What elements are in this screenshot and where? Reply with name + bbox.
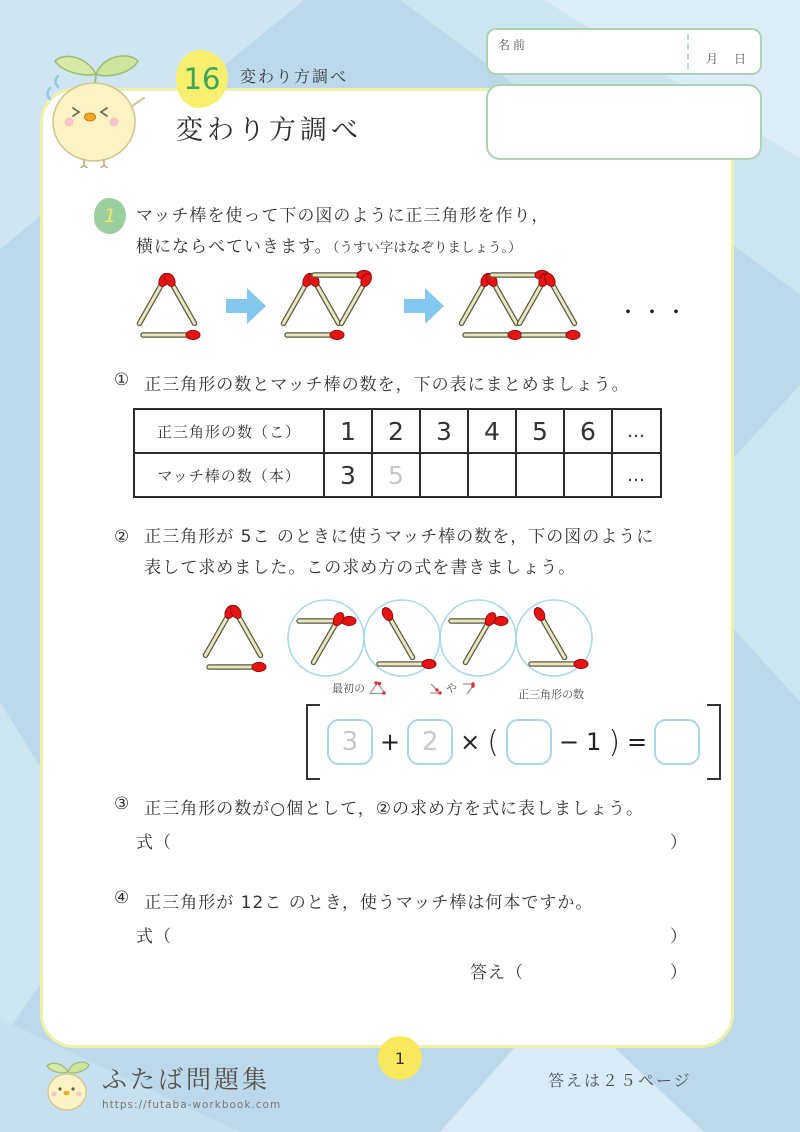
page-number-badge: 1 — [378, 1036, 422, 1080]
group-circle-4 — [516, 600, 592, 676]
table-cell-blank — [420, 453, 468, 497]
question-4-label: ④ — [114, 888, 131, 908]
score-box — [486, 84, 762, 160]
unit-label: 変わり方調べ — [240, 67, 349, 86]
table-cell-blank — [564, 453, 612, 497]
formula-box-blank — [654, 719, 700, 765]
formula-box-trace: 2 — [407, 719, 453, 765]
close-paren: ) — [608, 724, 621, 760]
problem1-line2: 横にならべていきます。（うすい字はなぞりましょう。） — [136, 237, 522, 257]
expression-close: ） — [670, 927, 688, 947]
match-pair-icon — [460, 681, 476, 696]
formula-label-units: や — [428, 680, 476, 696]
match-pair-icon — [428, 681, 443, 696]
table-cell: 2 — [372, 409, 420, 453]
table-cell-trace: 5 — [372, 453, 420, 497]
question-1-label: ① — [114, 370, 131, 390]
question-1-text: 正三角形の数とマッチ棒の数を，下の表にまとめましょう。 — [144, 375, 630, 395]
brand-text — [102, 1060, 281, 1111]
formula-box-blank — [506, 719, 552, 765]
name-date-box — [486, 28, 762, 75]
brand-url: https://futaba-workbook.com — [102, 1098, 282, 1111]
name-label: 名前 — [498, 38, 529, 52]
arrow-icon — [404, 288, 444, 324]
page-title: 変わり方調べ — [176, 115, 362, 146]
month-label: 月 — [706, 52, 719, 66]
brand-logo — [42, 1058, 281, 1112]
table-row — [134, 409, 661, 453]
table-cell: 3 — [420, 409, 468, 453]
open-paren: ( — [487, 724, 499, 760]
values-table — [133, 408, 662, 498]
answer-page-note: 答えは２５ページ — [548, 1071, 692, 1090]
expression-close: ） — [670, 833, 688, 853]
problem-number-badge: 1 — [94, 198, 126, 234]
question-4-answer-line — [470, 958, 688, 983]
row1-header: 正三角形の数（こ） — [134, 409, 324, 453]
formula-row — [306, 704, 721, 780]
table-cell-ellipsis: … — [612, 453, 661, 497]
table-cell-blank — [516, 453, 564, 497]
table-cell: 1 — [324, 409, 372, 453]
sequence-ellipsis: ・・・ — [618, 300, 690, 324]
expression-open: 式（ — [136, 927, 172, 947]
table-cell: 4 — [468, 409, 516, 453]
question-4-text: 正三角形が 12こ のとき，使うマッチ棒は何本ですか。 — [144, 893, 594, 913]
chick-logo-icon — [42, 1058, 94, 1112]
brand-name: ふたば問題集 — [102, 1064, 271, 1094]
plus-sign: + — [380, 728, 401, 756]
row2-header: マッチ棒の数（本） — [134, 453, 324, 497]
table-cell: 3 — [324, 453, 372, 497]
figure-2-triangles — [279, 270, 373, 339]
arrow-icon — [226, 288, 266, 324]
formula-box-trace: 3 — [327, 719, 373, 765]
left-bracket — [306, 704, 320, 780]
question-4-expression-line — [136, 922, 688, 947]
question-2-label: ② — [114, 527, 131, 547]
digit-one: 1 — [586, 728, 602, 756]
unit-number-badge: 16 — [176, 50, 228, 108]
chick-mascot-icon — [44, 50, 149, 172]
question-3 — [114, 794, 644, 819]
grouped-matchsticks-figure — [198, 592, 613, 688]
question-2-text: 正三角形が 5こ のときに使うマッチ棒の数を，下の図のように 表して求めました。この求め方の式を書きましょう。 — [144, 527, 655, 578]
table-cell-blank — [468, 453, 516, 497]
question-4 — [114, 888, 593, 913]
day-label: 日 — [733, 52, 746, 66]
formula-label-count: 正三角形の数 — [518, 688, 584, 701]
question-3-label: ③ — [114, 794, 131, 814]
minus-sign: − — [558, 728, 580, 756]
table-cell-ellipsis: … — [612, 409, 661, 453]
table-cell: 6 — [564, 409, 612, 453]
table-cell: 5 — [516, 409, 564, 453]
group-circle-3 — [440, 600, 516, 676]
formula-label-first: 最初の — [332, 680, 387, 696]
figure-1-triangle — [135, 272, 200, 340]
answer-close: ） — [670, 963, 688, 983]
figure-3-triangles — [457, 270, 580, 339]
problem1-line1: マッチ棒を使って下の図のように正三角形を作り， — [136, 206, 550, 226]
times-sign: × — [460, 728, 481, 756]
expression-open: 式（ — [136, 833, 172, 853]
group-circle-1 — [288, 600, 364, 676]
triangle-icon — [368, 680, 387, 696]
question-3-text: 正三角形の数が○個として，②の求め方を式に表しましょう。 — [144, 799, 644, 819]
problem1-note: （うすい字はなぞりましょう。） — [332, 240, 522, 256]
question-2 — [114, 522, 654, 584]
problem1-text — [136, 201, 549, 264]
matchstick-sequence-figure — [130, 266, 600, 355]
name-date-divider — [687, 34, 689, 69]
table-row — [134, 453, 661, 497]
answer-open: 答え（ — [470, 963, 524, 983]
equals-sign: = — [627, 728, 648, 756]
base-triangle — [201, 604, 266, 672]
right-bracket — [707, 704, 721, 780]
question-3-answer-line — [136, 828, 688, 853]
question-1 — [114, 370, 630, 395]
group-circle-2 — [364, 600, 440, 676]
